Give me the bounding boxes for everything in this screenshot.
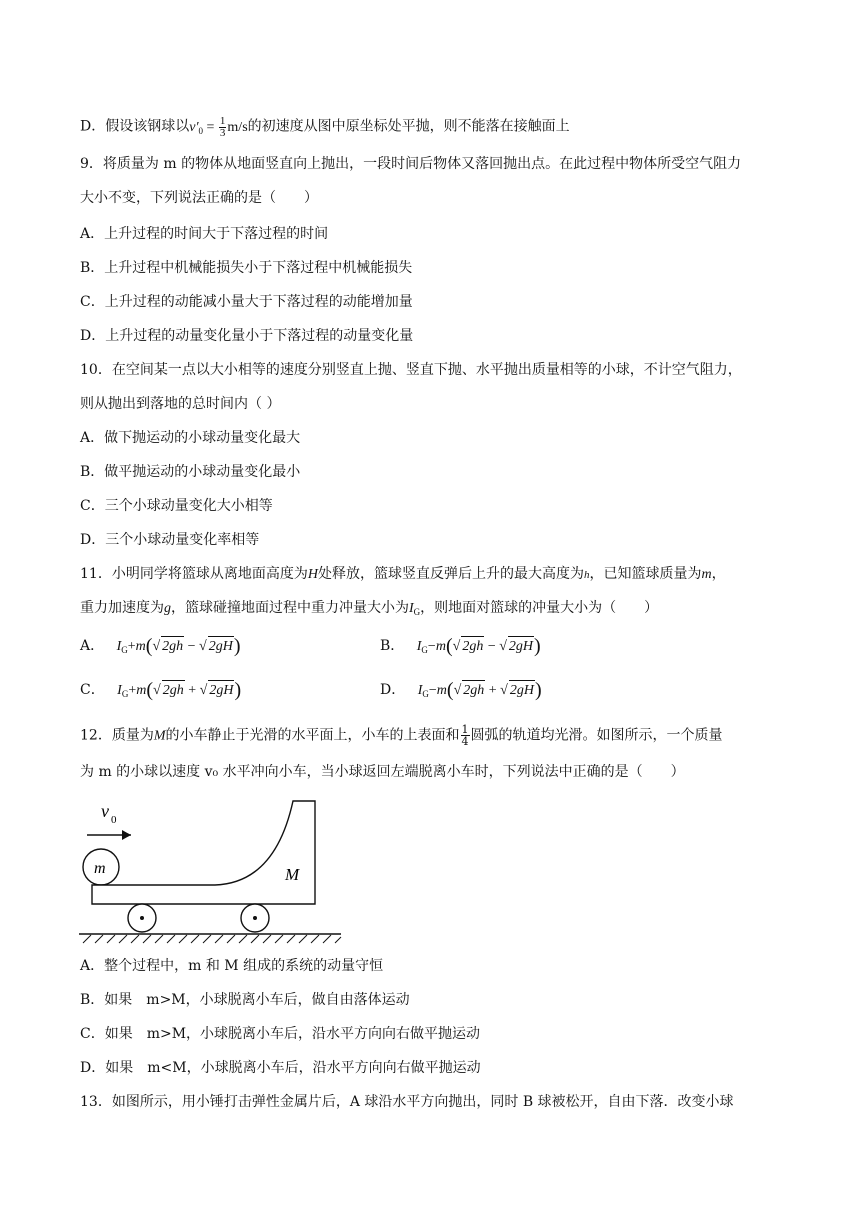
ball-label: m [94, 860, 106, 877]
q8-option-d [80, 116, 570, 141]
velocity-subscript: 0 [111, 814, 117, 826]
velocity-label: v [101, 801, 109, 821]
q8-option-d-suffix: 的初速度从图中原坐标处平抛，则不能落在接触面上 [247, 118, 570, 135]
q10-option-c: C．三个小球动量变化大小相等 [80, 498, 273, 514]
q10-stem-line2: 则从抛出到落地的总时间内（ ） [80, 396, 281, 412]
q9-stem-line1: 9．将质量为 m 的物体从地面竖直向上抛出，一段时间后物体又落回抛出点。在此过程中物体所受空气阻力 [80, 156, 742, 172]
q11-stem-line1: 11．小明同学将篮球从离地面高度为H处释放，篮球竖直反弹后上升的最大高度为h，已知篮球质量为m， [80, 566, 726, 582]
q12-option-c: C．如果 m>M，小球脱离小车后，沿水平方向向右做平抛运动 [80, 1026, 481, 1042]
q13-stem-line1: 13．如图所示，用小锤打击弹性金属片后，A 球沿水平方向抛出，同时 B 球被松开，自由下落．改变小球 [80, 1094, 734, 1110]
q9-option-d: D．上升过程的动量变化量小于下落过程的动量变化量 [80, 328, 414, 344]
q12-stem-line2: 为 m 的小球以速度 v₀ 水平冲向小车，当小球返回左端脱离小车时，下列说法中正确的是（ ） [80, 764, 685, 780]
q9-option-a: A．上升过程的时间大于下落过程的时间 [80, 226, 329, 242]
q11-option-a: A． $I_G+m(√$ 2gh − √ 2gH) [80, 635, 241, 657]
q12-option-b: B．如果 m>M，小球脱离小车后，做自由落体运动 [80, 992, 410, 1008]
velocity-arrowhead [122, 830, 131, 840]
q8-option-d-prefix: D．假设该钢球以 [80, 118, 190, 135]
ground-hatching [83, 935, 341, 943]
q12-option-d: D．如果 m<M，小球脱离小车后，沿水平方向向右做平抛运动 [80, 1060, 481, 1076]
q11-option-b: B． $I_G-m(√$ 2gh − √ 2gH) [380, 635, 541, 657]
cart-label: M [285, 865, 300, 884]
q11-option-c: C． $I_G+m(√$ 2gh + √ 2gH) [80, 679, 242, 701]
q12-figure [75, 795, 345, 945]
q9-option-c: C．上升过程的动能减小量大于下落过程的动能增加量 [80, 294, 413, 310]
cart-body [92, 801, 315, 904]
q10-option-a: A．做下抛运动的小球动量变化最大 [80, 430, 301, 446]
q11-stem-line2: 重力加速度为g，篮球碰撞地面过程中重力冲量大小为$I_G$，则地面对篮球的冲量大小为（ ） [80, 600, 659, 617]
q8-formula: $v'_0$ = $\frac{1}{3}$ m/s [189, 115, 248, 139]
q12-stem-line1: 12．质量为M的小车静止于光滑的水平面上，小车的上表面和 $\frac{1}{4}$ 圆弧的轨道均光滑。如图所示，一个质量 [80, 723, 723, 748]
q10-stem-line1: 10．在空间某一点以大小相等的速度分别竖直上抛、竖直下抛、水平抛出质量相等的小球，不计空气阻力， [80, 362, 742, 378]
q9-option-b: B．上升过程中机械能损失小于下落过程中机械能损失 [80, 260, 413, 276]
q9-stem-line2: 大小不变，下列说法正确的是（ ） [80, 190, 318, 206]
q10-option-b: B．做平抛运动的小球动量变化最小 [80, 464, 301, 480]
q11-option-d: D． $I_G-m(√$ 2gh + √ 2gH) [380, 679, 542, 701]
q10-option-d: D．三个小球动量变化率相等 [80, 532, 260, 548]
q12-option-a: A．整个过程中，m 和 M 组成的系统的动量守恒 [80, 958, 384, 974]
